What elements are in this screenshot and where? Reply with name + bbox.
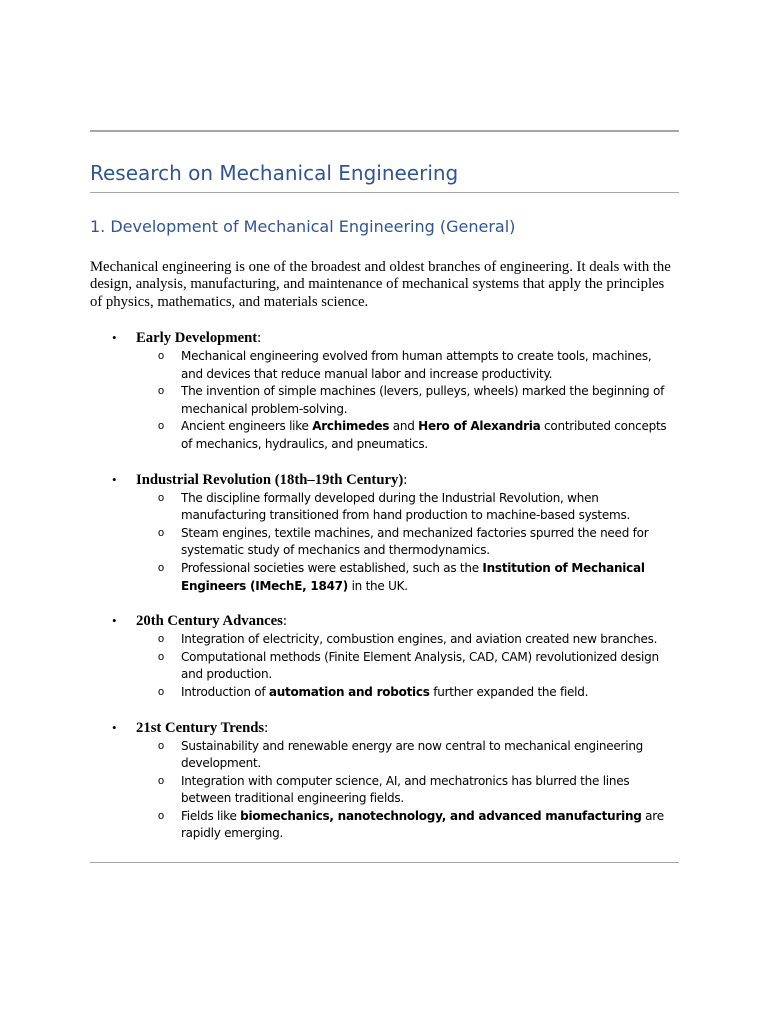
section-heading: 1. Development of Mechanical Engineering (General) <box>90 217 516 236</box>
sub-item <box>0 738 768 773</box>
body-text: Computational methods (Finite Element Analysis, CAD, CAM) revolutionized design and production. <box>181 649 659 682</box>
body-text: are rapidly emerging. <box>181 808 664 841</box>
sub-item-text <box>181 348 671 383</box>
topic-list <box>0 328 768 859</box>
topic-heading-suffix: : <box>403 471 408 488</box>
sub-item <box>0 684 768 702</box>
topic-item <box>0 470 768 596</box>
emphasis-text: Hero of Alexandria <box>418 419 541 434</box>
sub-item <box>0 631 768 649</box>
topic-item <box>0 718 768 844</box>
top-rule <box>90 130 679 132</box>
body-text: contributed concepts of mechanics, hydraulics, and pneumatics. <box>181 419 667 451</box>
sub-bullet-marker: o <box>158 526 165 539</box>
bullet-marker: • <box>112 471 117 487</box>
sub-item <box>0 348 768 383</box>
sub-item-text <box>181 773 671 808</box>
emphasis-text: automation and robotics <box>268 684 430 699</box>
sub-bullet-marker: o <box>158 350 165 362</box>
emphasis-text: Archimedes <box>312 419 390 434</box>
sub-item-text <box>181 738 671 773</box>
topic-item <box>0 328 768 454</box>
document-title: Research on Mechanical Engineering <box>90 161 459 185</box>
sub-item-text <box>181 684 671 702</box>
topic-item <box>0 611 768 701</box>
body-text: Integration with computer science, AI, and mechatronics has blurred the lines between traditional engineering fields. <box>181 773 630 806</box>
sub-list <box>0 631 768 701</box>
sub-item <box>0 490 768 525</box>
emphasis-text: biomechanics, nanotechnology, and advanced manufacturing <box>240 808 642 823</box>
body-text: Introduction of <box>181 684 269 699</box>
sub-list <box>0 348 768 454</box>
sub-item-text <box>181 631 671 649</box>
body-text: Steam engines, textile machines, and mechanized factories spurred the need for systematic study of mechanics and thermodynamics. <box>181 525 649 558</box>
topic-heading <box>136 328 768 348</box>
sub-item <box>0 649 768 684</box>
body-text: The discipline formally developed during the Industrial Revolution, when manufacturing transitioned from hand production to machine-based systems. <box>181 490 631 523</box>
intro-paragraph: Mechanical engineering is one of the broadest and oldest branches of engineering. It deals with the design, analysis, manufacturing, and maintenance of mechanical systems that apply the principles of physics, mathematics, and materials science. <box>90 259 671 310</box>
sub-item <box>0 560 768 595</box>
topic-heading-suffix: : <box>257 330 262 346</box>
body-text: Ancient engineers like <box>181 419 313 434</box>
sub-bullet-marker: o <box>158 739 165 752</box>
topic-heading <box>136 718 768 738</box>
sub-bullet-marker: o <box>158 633 165 646</box>
sub-bullet-marker: o <box>158 809 165 822</box>
emphasis-text: Institution of Mechanical Engineers (IMechE, 1847) <box>181 560 645 593</box>
sub-item <box>0 418 768 453</box>
sub-bullet-marker: o <box>158 685 165 698</box>
body-text: Fields like <box>181 808 241 823</box>
bullet-marker: • <box>112 719 117 735</box>
sub-item <box>0 808 768 843</box>
sub-bullet-marker: o <box>158 650 165 663</box>
body-text: in the UK. <box>348 578 408 593</box>
topic-heading-text: Early Development <box>136 330 258 346</box>
body-text: Sustainability and renewable energy are now central to mechanical engineering development. <box>181 738 644 771</box>
topic-heading <box>136 470 768 490</box>
topic-heading-text: 21st Century Trends <box>136 719 265 736</box>
sub-item <box>0 525 768 560</box>
sub-list <box>0 738 768 844</box>
sub-bullet-marker: o <box>158 774 165 787</box>
sub-item-text <box>181 560 671 595</box>
bullet-marker: • <box>112 330 117 345</box>
topic-heading-text: 20th Century Advances <box>136 613 283 630</box>
body-text: Integration of electricity, combustion engines, and aviation created new branches. <box>181 632 658 647</box>
sub-bullet-marker: o <box>158 561 165 574</box>
body-text: The invention of simple machines (levers, pulleys, wheels) marked the beginning of mechanical problem-solving. <box>181 384 665 416</box>
bottom-rule <box>90 862 679 863</box>
sub-bullet-marker: o <box>158 491 165 504</box>
sub-item-text <box>181 490 671 525</box>
sub-bullet-marker: o <box>158 420 165 433</box>
sub-item <box>0 773 768 808</box>
body-text: and <box>389 419 419 434</box>
topic-heading-text: Industrial Revolution (18th–19th Century) <box>136 471 404 488</box>
body-text: further expanded the field. <box>429 684 589 699</box>
sub-list <box>0 490 768 596</box>
sub-item-text <box>181 383 671 418</box>
sub-item-text <box>181 525 671 560</box>
sub-item <box>0 383 768 418</box>
title-underline <box>90 192 679 193</box>
topic-heading-suffix: : <box>282 613 287 630</box>
sub-item-text <box>181 418 671 453</box>
sub-item-text <box>181 808 671 843</box>
topic-heading-suffix: : <box>264 719 269 736</box>
topic-heading <box>136 611 768 631</box>
sub-bullet-marker: o <box>158 385 165 398</box>
body-text: Mechanical engineering evolved from human attempts to create tools, machines, and devices that reduce manual labor and increase productivity. <box>181 349 652 381</box>
body-text: Professional societies were established, such as the <box>181 560 483 575</box>
sub-item-text <box>181 649 671 684</box>
bullet-marker: • <box>112 613 117 629</box>
